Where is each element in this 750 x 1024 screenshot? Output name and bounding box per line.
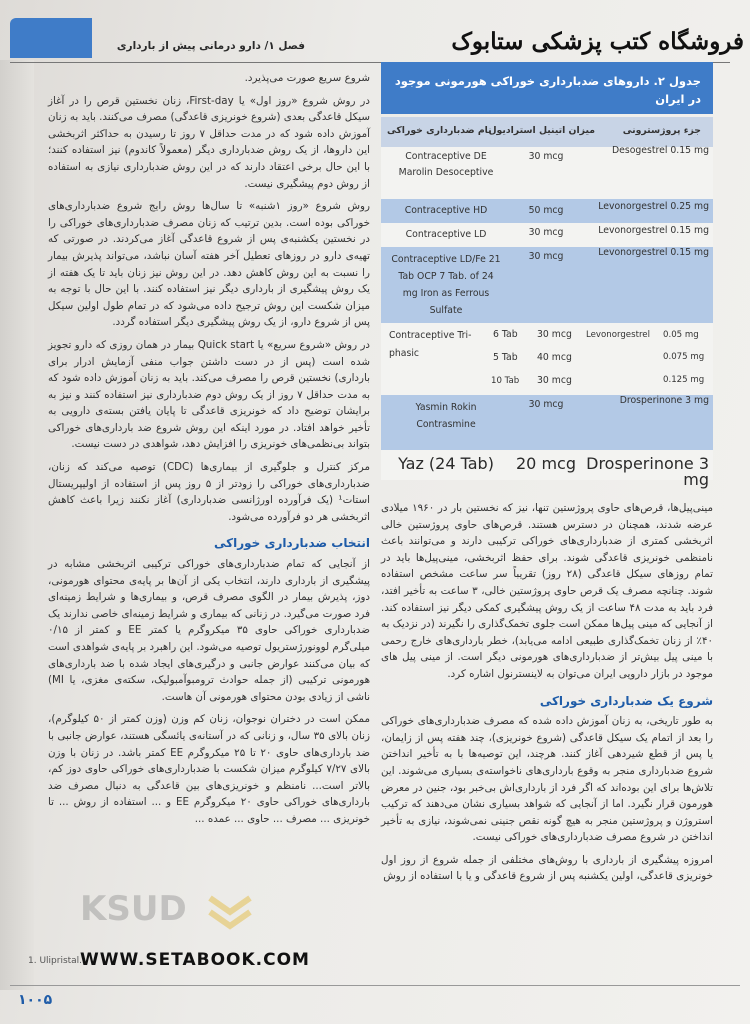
brand-cell: Contraceptive DE Marolin Desoceptive: [398, 151, 494, 178]
ee-cell: 50 mcg: [528, 205, 564, 216]
header-brand: نام ضدبارداری خوراکی: [387, 125, 492, 136]
table-row: [381, 199, 713, 223]
ee-cell: 30 mcg: [528, 151, 564, 162]
brand-cell: Yasmin Rokin Contrasmine: [415, 402, 477, 430]
triphasic-ee: 30 mcg: [537, 329, 572, 340]
paragraph: در روش شروع «روز اول» یا First-day، زنان نخستین قرص را در آغاز سیکل قاعدگی بعدی (شروع خونریزی قاعدگی) مصرف می‌کنند. باید به زنان آموزش داده شود که در مدت حداقل ۷ روز تا رسیدن به حداکثر اثربخشی این داروها، از یک روش ضدبارداری دیگر (معمولاً کاندوم) نیز استفاده کنند؛ با این حال برخی اعتقاد دارند که در این روش ضدبارداری نیازی به استفاده از روش دوم پیشگیری نیست.: [48, 94, 370, 190]
ee-cell: 30 mcg: [528, 251, 564, 262]
progestin-cell: Drosperinone 3 mg: [619, 395, 709, 406]
page-number: ۱۰۰۵: [18, 992, 53, 1008]
triphasic-dose: 0.125 mg: [663, 375, 705, 385]
table-row: [381, 395, 713, 453]
progestin-cell: Levonorgestrel 0.15 mg: [598, 247, 709, 258]
brand-cell: Contraceptive HD: [404, 205, 488, 216]
footer-url: WWW.SETABOOK.COM: [80, 950, 310, 970]
contraceptive-table: [381, 62, 713, 450]
brand-cell: Yaz (24 Tab): [398, 454, 494, 473]
page-gutter-shadow: [0, 60, 34, 990]
header-progestin: جزء پروژسترونی: [622, 125, 701, 136]
table-row: [381, 247, 713, 323]
paragraph: مرکز کنترل و جلوگیری از بیماری‌ها (CDC) توصیه می‌کند که زنان، ضدبارداری‌های خوراکی را زودتر از ۵ روز پس از استفاده از اولیپریستال استات¹ (یک فرآورده اورژانسی ضدبارداری) آغاز نکنند زیرا باعث کاهش اثربخشی هر دو فرآورده می‌شود.: [48, 461, 370, 523]
paragraph: در روش «شروع سریع» یا Quick start بیمار در همان روزی که دارو تجویز شده است (پس از در دست داشتن جواب منفی آزمایش ادرار برای بارداری) نخستین قرص را مصرف می‌کند. باید به زنان آموزش داده شود که به مدت حداقل ۷ روز از یک روش دوم ضدبارداری نیز استفاده کنند و نیز به برایشان توضیح داد که خونریزی قاعدگی تا پایان یافتن بسته‌ی دارویی به تأخیر خواهد افتاد. در مورد اینکه این روش شروع ضد بارداری‌های خوراکی بتواند بی‌نظمی‌های خونریزی را افزایش دهد، شواهدی در دست نیست.: [48, 338, 371, 451]
brand-cell: Contraceptive LD/Fe 21 Tab OCP 7 Tab. of 24 mg Iron as Ferrous Sulfate: [391, 254, 501, 316]
brand-cell: Contraceptive Tri-phasic: [389, 330, 472, 359]
paragraph: شروع سریع صورت می‌پذیرد.: [244, 72, 370, 84]
setabook-logo-icon: [70, 880, 260, 940]
triphasic-ee: 30 mcg: [537, 375, 572, 386]
section-heading: شروع یک ضدبارداری خوراکی: [539, 693, 713, 708]
table-row: [381, 223, 713, 247]
ee-cell: 20 mcg: [516, 454, 576, 473]
triphasic-progestin: Levonorgestrel: [586, 330, 650, 340]
triphasic-dose: 0.075 mg: [663, 352, 705, 362]
paragraph: امروزه پیشگیری از بارداری با روش‌های مختلفی از جمله شروع از روز اول خونریزی قاعدگی، اولین یکشنبه پس از شروع قاعدگی و یا با استفاده از روش: [381, 853, 713, 883]
table-row: [381, 147, 713, 207]
paragraph: مینی‌پیل‌ها، قرص‌های حاوی پروژستین تنها، نیز که نخستین بار در ۱۹۶۰ میلادی عرضه شدند، همچنان در دسترس هستند. قرص‌های حاوی پروژستین خالی اثربخشی کمتری از ضدبارداری‌های خوراکی ترکیبی دارند و می‌توانند باعث نامنظمی خونریزی قاعدگی شوند. برای حفظ اثربخشی، مینی‌پیل‌ها باید در تمام روزهای سیکل قاعدگی (۲۸ روز) تقریباً سر ساعت مشخص استفاده شوند. چنانچه مصرف یک قرص حاوی پروژستین خالی، ۳ ساعت به تأخیر افتد، فرد باید به مدت ۴۸ ساعت از یک روش پیشگیری کمکی دیگر نیز استفاده کند. از آنجایی که مینی پیل‌ها ممکن است جلوی تخمک‌گذاری را نگیرند (در نزدیک به ۴۰٪ از زنان تخمک‌گذاری طبیعی ادامه می‌یابد)، خطر بارداری‌های خارج رحمی با مینی پیل بیش‌تر از ضدبارداری‌های هورمونی دیگر است. از مینی پیل های موجود در بازار دارویی ایران می‌توان به لاینسترنول اشاره کرد.: [381, 502, 713, 680]
triphasic-tabs: 5 Tab: [493, 352, 518, 363]
progestin-cell: Desogestrel 0.15 mg: [611, 145, 709, 156]
left-text-column: [48, 70, 370, 834]
paragraph: به طور تاریخی، به زنان آموزش داده شده که مصرف ضدبارداری‌های خوراکی را بعد از اتمام یک سیکل قاعدگی (شروع خونریزی)، چند هفته پس از زایمان، یا پس از قطع شیردهی آغاز کنند. هرچند، این توصیه‌ها با به تأخیر انداختن شروع ضدبارداری منجر به وقوع بارداری‌های ناخواسته‌ی بسیاری می‌شوند. این تلاش‌ها برای این بوده‌اند که اگر فرد از بارداری‌اش بی‌خبر بود، جنین در معرض هورمون قرار نگیرد. اما از آنجایی که شواهد بسیاری نشان می‌دهند که ترکیب استروژن و پروژستین منجر به هیچ گونه نقص جنینی نمی‌شوند، نیازی به تأخیر انداختن در شروع مصرف ضدبارداری‌های خوراکی نیست.: [381, 715, 713, 844]
paragraph: ممکن است در دختران نوجوان، زنان کم وزن (وزن کمتر از ۵۰ کیلوگرم)، زنان بالای ۳۵ سال، و زنانی که در آستانه‌ی یائسگی هستند، عوارض جانبی با ضد بارداری‌های حاوی ۲۰ تا ۲۵ میکروگرم EE کمتر باشد. در زنان با وزن بالای ۷/۲۷ کیلوگرم میزان شکست با ضدبارداری‌های خوراکی حاوی دوز کم، بالاتر است... نامنظم و خونریزی‌های بین قاعدگی به دنبال مصرف ضد بارداری‌های خوراکی حاوی ۲۰ میکروگرم EE و ... استفاده از روش ... تا خونریزی ... مصرف ... حاوی ... عمده ...: [48, 713, 370, 825]
triphasic-ee: 40 mcg: [537, 352, 572, 363]
ee-cell: 30 mcg: [528, 227, 564, 238]
table-caption: جدول ۲. داروهای ضدبارداری خوراکی هورمونی موجود در ایران: [381, 62, 713, 114]
triphasic-tabs: 10 Tab: [491, 376, 520, 386]
triphasic-dose: 0.05 mg: [663, 330, 699, 340]
progestin-cell: Levonorgestrel 0.25 mg: [598, 201, 709, 212]
footnote: 1. Ulipristal...: [28, 956, 88, 966]
header-ee: میزان اتینیل استرادیول: [488, 125, 595, 136]
paragraph: روش شروع «روز ۱شنبه» تا سال‌ها روش رایج شروع ضدبارداری‌های خوراکی بوده است. بدین ترتیب که زنان مصرف ضدبارداری‌های خوراکی را در نخستین یکشنبه‌ی پس از شروع قاعدگی آغاز می‌کردند. در صورتی که تهیه‌ی دارو در روزهای تعطیل آخر هفته آسان نباشد، می‌تواند پذیرش بیمار را نسبت به این روش کاهش دهد. در این روش نیز زنان باید تا یک هفته از یک روش پیشگیری از بارداری دیگر نیز استفاده کنند. با این حال با توجه به میزان شکست این روش ترجیح داده می‌شود که در تمام طول اولین سیکل پس از شروع دارو، از یک روش پیشگیری دیگر استفاده گردد.: [48, 200, 370, 329]
table-row: [381, 323, 713, 395]
footer-rule: [10, 985, 740, 986]
paragraph: از آنجایی که تمام ضدبارداری‌های خوراکی ترکیبی اثربخشی مشابه در پیشگیری از بارداری دارند، انتخاب یکی از آن‌ها بر پایه‌ی محتوای هورمونی، دوز، پذیرش بیمار در الگوی مصرف قرص، و بیماری‌ها و شرایط زمینه‌ای فرد صورت می‌گیرد. در زنانی که بیماری و شرایط زمینه‌ای خاصی ندارند یک ضدبارداری خوراکی حاوی ۳۵ میکروگرم یا کمتر EE و کمتر از ۰/۱۵ میلی‌گرم لوونورژستریول توصیه می‌شود. این راهبرد بر پایه‌ی شواهدی است که بیان می‌کنند عوارض جانبی و درگیری‌های ایجاد شده با ضد بارداری‌های هورمونی ترکیبی (از جمله حوادث ترومبوآمبولیک، سکته‌ی مغزی، یا MI) ناشی از زیادی بودن محتوای هورمونی آن هاست.: [48, 558, 370, 703]
chapter-title: فصل ۱/ دارو درمانی پیش از بارداری: [116, 40, 305, 52]
progestin-cell: Levonorgestrel 0.15 mg: [598, 225, 709, 236]
section-heading: انتخاب ضدبارداری خوراکی: [213, 536, 370, 551]
brand-cell: Contraceptive LD: [405, 229, 487, 240]
ee-cell: 30 mcg: [528, 399, 564, 410]
triphasic-tabs: 6 Tab: [493, 329, 518, 340]
table-row: [381, 450, 713, 489]
svg-text:KSUD: KSUD: [80, 889, 187, 929]
store-watermark-title: فروشگاه کتب پزشکی ستابوک: [451, 28, 744, 55]
right-text-column: [381, 500, 713, 891]
progestin-cell: Drosperinone 3 mg: [586, 454, 709, 489]
